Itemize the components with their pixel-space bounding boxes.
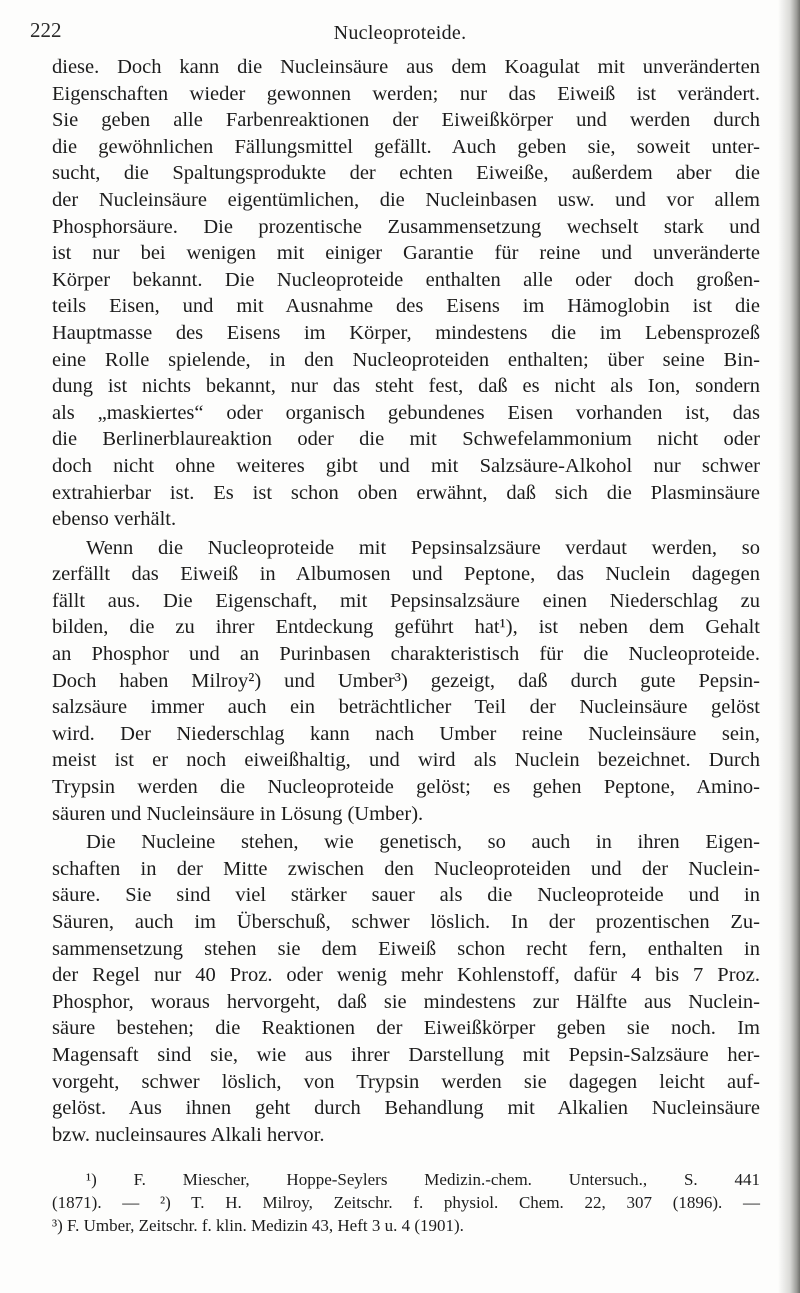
text-line: meist ist er noch eiweißhaltig, und wird als Nuclein bezeichnet. Durch [52,749,760,772]
text-line: der Nucleinsäure eigentümlichen, die Nucleinbasen usw. und vor allem [52,188,760,211]
text-line: vorgeht, schwer löslich, von Trypsin werden sie dagegen leicht auf- [52,1070,760,1093]
text-line: Phosphorsäure. Die prozentische Zusammensetzung wechselt stark und [52,215,760,238]
text-line: die gewöhnlichen Fällungsmittel gefällt. Auch geben sie, soweit unter- [52,135,760,158]
text-line: säuren und Nucleinsäure in Lösung (Umber). [52,802,424,825]
text-line: gelöst. Aus ihnen geht durch Behandlung mit Alkalien Nucleinsäure [52,1097,760,1120]
text-line: doch nicht ohne weiteres gibt und mit Salzsäure-Alkohol nur schwer [52,454,760,477]
footnote-line: (1871). — ²) T. H. Milroy, Zeitschr. f. physiol. Chem. 22, 307 (1896). — [52,1193,760,1212]
text-line: sucht, die Spaltungsprodukte der echten Eiweiße, außerdem aber die [52,162,760,185]
footnote-line: ³) F. Umber, Zeitschr. f. klin. Medizin 43, Heft 3 u. 4 (1901). [52,1216,464,1235]
text-line: Magensaft sind sie, wie aus ihrer Darstellung mit Pepsin-Salzsäure her- [52,1043,760,1066]
text-line: Körper bekannt. Die Nucleoproteide enthalten alle oder doch großen- [52,268,760,291]
text-line: salzsäure immer auch ein beträchtlicher Teil der Nucleinsäure gelöst [52,696,760,719]
text-line: diese. Doch kann die Nucleinsäure aus dem Koagulat mit unveränderten [52,56,760,78]
text-line: Eigenschaften wieder gewonnen werden; nur das Eiweiß ist verändert. [52,82,760,105]
text-line: ist nur bei wenigen mit einiger Garantie für reine und unveränderte [52,242,760,265]
text-line: Trypsin werden die Nucleoproteide gelöst; es gehen Peptone, Amino- [52,776,760,799]
text-line: Sie geben alle Farbenreaktionen der Eiweißkörper und werden durch [52,109,760,132]
footnotes [52,1168,760,1237]
text-line: Säuren, auch im Überschuß, schwer löslich. In der prozentischen Zu- [52,911,760,933]
text-line: Die Nucleine stehen, wie genetisch, so auch in ihren Eigen- [86,831,760,854]
text-line: wird. Der Niederschlag kann nach Umber reine Nucleinsäure sein, [52,722,760,745]
text-line: dung ist nichts bekannt, nur das steht fest, daß es nicht als Ion, sondern [52,375,760,398]
text-line: eine Rolle spielende, in den Nucleoproteiden enthalten; über seine Bin- [52,348,760,371]
text-line: zerfällt das Eiweiß in Albumosen und Peptone, das Nuclein dagegen [52,563,760,586]
text-line: der Regel nur 40 Proz. oder wenig mehr Kohlenstoff, dafür 4 bis 7 Proz. [52,964,760,987]
text-line: schaften in der Mitte zwischen den Nucleoproteiden und der Nuclein- [52,857,760,880]
text-line: extrahierbar ist. Es ist schon oben erwähnt, daß sich die Plasminsäure [52,481,760,504]
body-text [52,54,760,1148]
running-head: Nucleoproteide. [333,22,467,44]
page-number: 222 [30,18,62,42]
text-line: Hauptmasse des Eisens im Körper, mindestens die im Lebensprozeß [52,321,760,344]
paragraph [52,829,760,1148]
text-line: bilden, die zu ihrer Entdeckung geführt hat¹), ist neben dem Gehalt [52,616,760,639]
text-line: als „maskiertes“ oder organisch gebundenes Eisen vorhanden ist, das [52,401,760,424]
text-line: sammensetzung stehen sie dem Eiweiß schon recht fern, enthalten in [52,937,760,960]
text-line: Wenn die Nucleoproteide mit Pepsinsalzsäure verdaut werden, so [86,536,760,559]
text-line: fällt aus. Die Eigenschaft, mit Pepsinsalzsäure einen Niederschlag zu [52,589,760,612]
text-line: ebenso verhält. [52,508,177,531]
text-line: Phosphor, woraus hervorgeht, daß sie mindestens zur Hälfte aus Nuclein- [52,990,760,1013]
text-line: bzw. nucleinsaures Alkali hervor. [52,1123,325,1146]
text-line: säure. Sie sind viel stärker sauer als die Nucleoproteide und in [52,884,760,907]
text-line: an Phosphor und an Purinbasen charakteristisch für die Nucleoproteide. [52,643,760,666]
paragraph [52,535,760,828]
page-edge-shadow [778,0,800,1293]
footnote-line: ¹) F. Miescher, Hoppe-Seylers Medizin.-chem. Untersuch., S. 441 [86,1170,760,1189]
text-line: säure bestehen; die Reaktionen der Eiweißkörper geben sie noch. Im [52,1017,760,1040]
text-line: Doch haben Milroy²) und Umber³) gezeigt, daß durch gute Pepsin- [52,669,760,692]
text-line: teils Eisen, und mit Ausnahme des Eisens im Hämoglobin ist die [52,295,760,318]
paragraph [52,54,760,533]
text-line: die Berlinerblaureaktion oder die mit Schwefelammonium nicht oder [52,428,760,451]
